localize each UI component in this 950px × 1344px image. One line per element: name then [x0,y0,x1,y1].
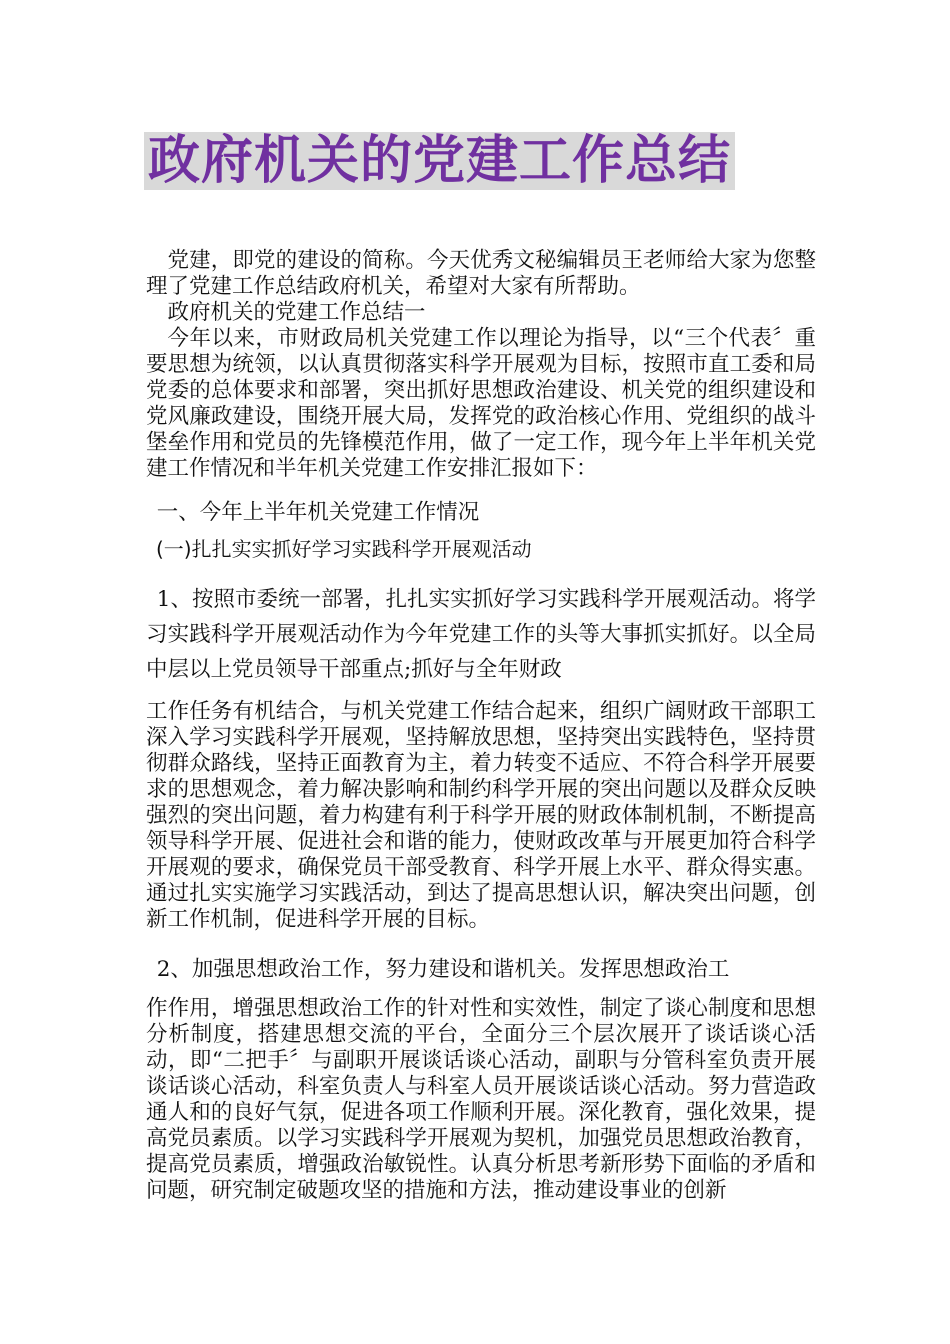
subtitle-paragraph: 政府机关的党建工作总结一 [167,300,426,325]
document-title: 政府机关的党建工作总结 [144,132,735,190]
body-paragraph: 2、加强思想政治工作，努力建设和谐机关。发挥思想政治工 [156,957,730,982]
subsection-heading: (一)扎扎实实抓好学习实践科学开展观活动 [156,537,532,561]
body-paragraph: 作作用，增强思想政治工作的针对性和实效性，制定了谈心制度和思想分析制度，搭建思想交流的平台，全面分三个层次展开了谈话谈心活动，即“二把手〞与副职开展谈话谈心活动，副职与分管科室负责开展谈话谈心活动，科室负责人与科室人员开展谈话谈心活动。努力营造政通人和的良好气氛，促进各项工作顺利开展。深化教育，强化效果，提高党员素质。以学习实践科学开展观为契机，加强党员思想政治教育，提高党员素质，增强政治敏锐性。认真分析思考新形势下面临的矛盾和问题，研究制定破题攻坚的措施和方法，推动建设事业的创新 [146,996,816,1203]
body-paragraph: 工作任务有机结合，与机关党建工作结合起来，组织广阔财政干部职工深入学习实践科学开展观，坚持解放思想，坚持突出实践特色，坚持贯彻群众路线，坚持正面教育为主，着力转变不适应、不符合科学开展要求的思想观念，着力解决影响和制约科学开展的突出问题以及群众反映强烈的突出问题，着力构建有利于科学开展的财政体制机制，不断提高领导科学开展、促进社会和谐的能力，使财政改革与开展更加符合科学开展观的要求，确保党员干部受教育、科学开展上水平、群众得实惠。通过扎实实施学习实践活动，到达了提高思想认识，解决突出问题，创新工作机制，促进科学开展的目标。 [146,699,816,932]
section-heading: 一、今年上半年机关党建工作情况 [156,500,480,525]
intro-paragraph: 党建，即党的建设的简称。今天优秀文秘编辑员王老师给大家为您整理了党建工作总结政府机关，希望对大家有所帮助。 [146,248,816,299]
body-paragraph: 今年以来，市财政局机关党建工作以理论为指导，以“三个代表〞重要思想为统领，以认真贯彻落实科学开展观为目标，按照市直工委和局党委的总体要求和部署，突出抓好思想政治建设、机关党的组织建设和党风廉政建设，围绕开展大局，发挥党的政治核心作用、党组织的战斗堡垒作用和党员的先锋模范作用，做了一定工作，现今年上半年机关党建工作情况和半年机关党建工作安排汇报如下： [146,326,816,481]
body-paragraph: 1、按照市委统一部署，扎扎实实抓好学习实践科学开展观活动。将学习实践科学开展观活动作为今年党建工作的头等大事抓实抓好。以全局中层以上党员领导干部重点;抓好与全年财政 [146,587,816,682]
